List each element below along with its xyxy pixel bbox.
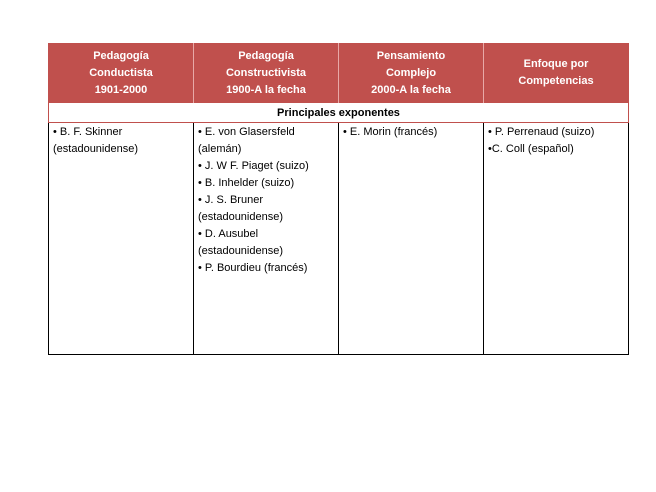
exponent-line: • B. F. Skinner — [53, 126, 123, 138]
header-line: 1900-A la fecha — [226, 83, 306, 96]
exponents-cell-pensamiento-complejo — [339, 123, 484, 355]
exponent-line: •C. Coll (español) — [488, 143, 574, 155]
header-line: Conductista — [89, 66, 153, 79]
header-line: Constructivista — [225, 66, 307, 79]
header-line: Pensamiento — [376, 49, 446, 62]
subheader-title: Principales exponentes — [49, 103, 629, 123]
exponent-line: (estadounidense) — [53, 143, 139, 155]
exponent-line: • B. Inhelder (suizo) — [198, 177, 295, 189]
exponent-line: • P. Bourdieu (francés) — [198, 262, 308, 274]
header-line: 2000-A la fecha — [371, 83, 451, 96]
exponents-cell-constructivista — [194, 123, 339, 355]
exponent-line: (estadounidense) — [198, 211, 284, 223]
header-line: Enfoque por — [523, 58, 589, 70]
exponent-line: (alemán) — [198, 143, 242, 155]
header-line: 1901-2000 — [94, 83, 148, 96]
header-row — [49, 43, 629, 103]
exponents-cell-competencias — [484, 123, 629, 355]
header-cell-pensamiento-complejo — [339, 43, 484, 103]
header-line: Pedagogía — [93, 49, 149, 62]
exponents-row — [49, 123, 629, 355]
exponent-line: • P. Perrenaud (suizo) — [488, 126, 595, 138]
header-cell-conductista — [49, 43, 194, 103]
exponents-cell-conductista — [49, 123, 194, 355]
exponent-line: • E. Morin (francés) — [343, 126, 438, 138]
header-line: Complejo — [385, 66, 437, 79]
header-line: Pedagogía — [238, 49, 294, 62]
header-cell-competencias — [484, 43, 629, 103]
subheader-row — [49, 103, 629, 123]
exponent-line: (estadounidense) — [198, 245, 284, 257]
exponent-line: • J. S. Bruner — [198, 194, 263, 206]
exponent-line: • J. W F. Piaget (suizo) — [198, 160, 309, 172]
header-cell-constructivista — [194, 43, 339, 103]
exponent-line: • E. von Glasersfeld — [198, 126, 295, 138]
exponent-line: • D. Ausubel — [198, 228, 259, 240]
header-line: Competencias — [518, 75, 594, 87]
pedagogy-table — [48, 43, 629, 355]
